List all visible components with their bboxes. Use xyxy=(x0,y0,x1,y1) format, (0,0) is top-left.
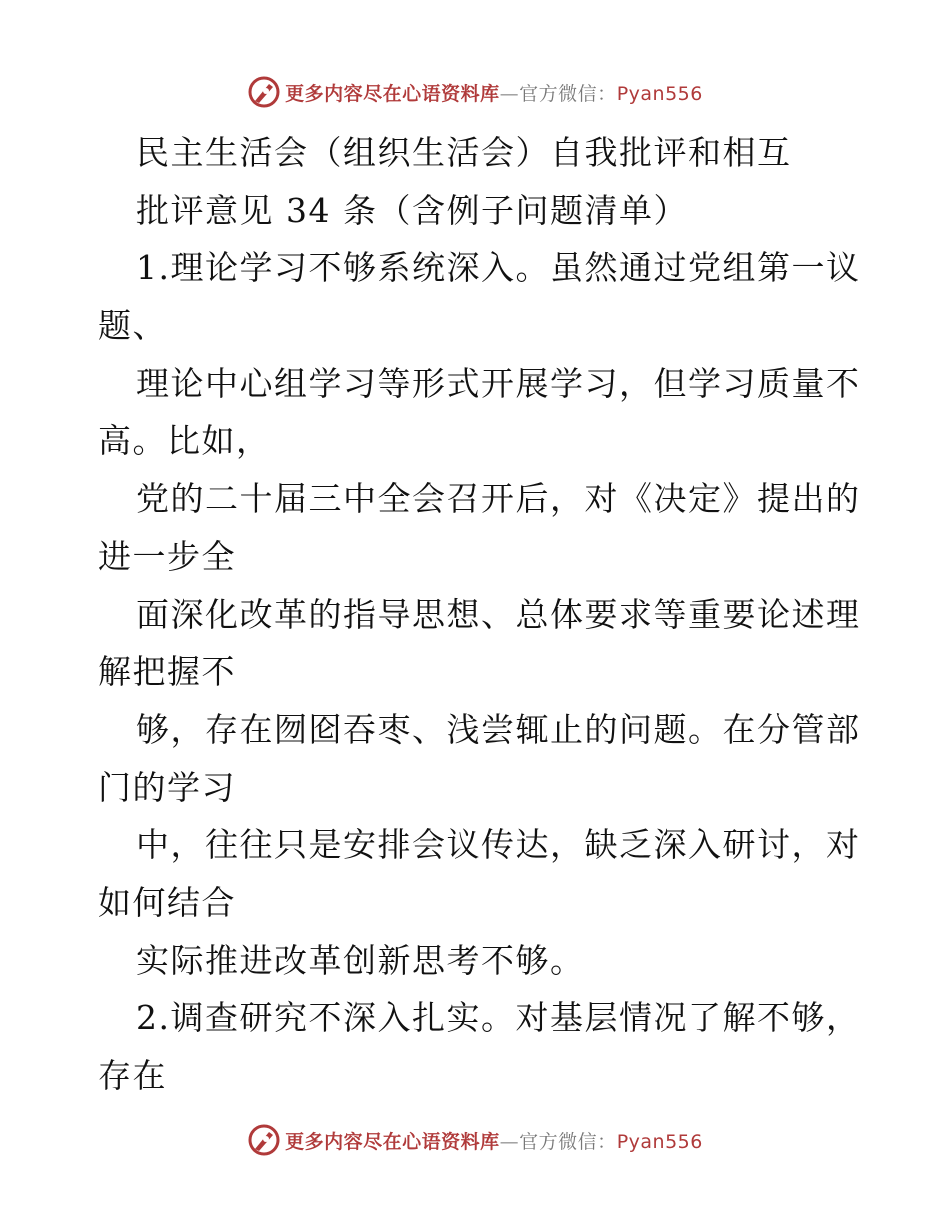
text-line: 高。比如， xyxy=(98,421,271,461)
text-line: 理论中心组学习等形式开展学习，但学习质量不 xyxy=(136,363,861,403)
watermark-text xyxy=(285,79,703,106)
text-line: 进一步全 xyxy=(98,536,236,576)
text-line: 民主生活会（组织生活会）自我批评和相互 xyxy=(136,133,792,172)
watermark-main: 更多内容尽在心语资料库 xyxy=(285,82,500,105)
text-line: 党的二十届三中全会召开后，对《决定》提出的 xyxy=(136,479,861,519)
text-line: 2.调查研究不深入扎实。对基层情况了解不够， xyxy=(136,998,861,1038)
text-line: 如何结合 xyxy=(98,882,236,922)
watermark-main: 更多内容尽在心语资料库 xyxy=(285,1130,500,1153)
text-line: 实际推进改革创新思考不够。 xyxy=(136,940,585,980)
watermark-id: Pyan556 xyxy=(616,82,703,105)
text-line: 中，往往只是安排会议传达，缺乏深入研讨，对 xyxy=(136,825,861,865)
watermark-text xyxy=(285,1127,703,1154)
pen-logo-icon xyxy=(247,1123,281,1157)
text-line: 批评意见 34 条（含例子问题清单） xyxy=(136,190,688,230)
text-line: 题、 xyxy=(98,306,167,346)
text-line: 解把握不 xyxy=(98,652,236,692)
pen-logo-icon xyxy=(247,75,281,109)
watermark-label: 官方微信： xyxy=(519,82,617,105)
watermark-dash: — xyxy=(499,82,520,105)
text-line: 够，存在囫囵吞枣、浅尝辄止的问题。在分管部 xyxy=(136,709,861,749)
text-line: 1.理论学习不够系统深入。虽然通过党组第一议 xyxy=(136,248,861,288)
watermark-id: Pyan556 xyxy=(616,1130,703,1153)
watermark-banner-bottom xyxy=(0,1120,950,1160)
text-line: 门的学习 xyxy=(98,767,236,807)
document-body xyxy=(98,124,861,1105)
watermark-dash: — xyxy=(499,1130,520,1153)
text-line: 面深化改革的指导思想、总体要求等重要论述理 xyxy=(136,594,861,634)
watermark-banner-top xyxy=(0,72,950,112)
watermark-label: 官方微信： xyxy=(519,1130,617,1153)
text-line: 存在 xyxy=(98,1056,167,1095)
